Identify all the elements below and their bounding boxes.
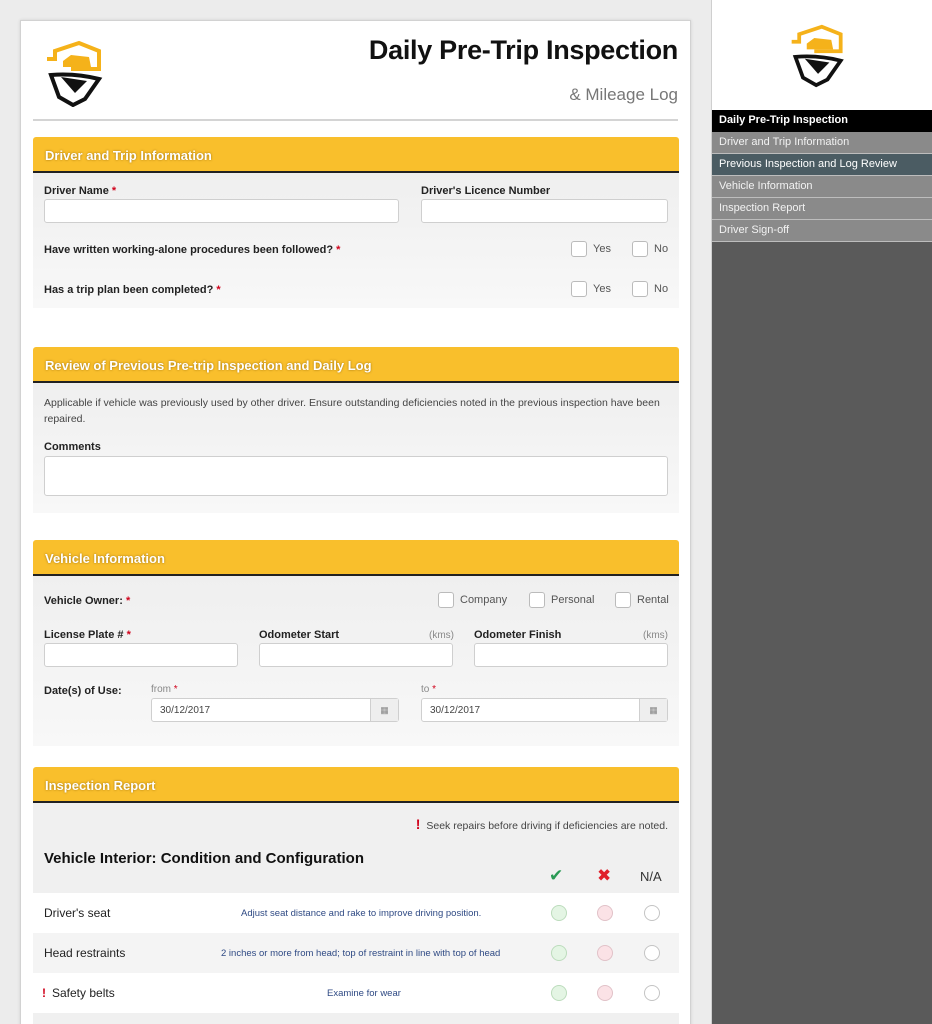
document-header <box>33 21 678 121</box>
na-radio[interactable] <box>644 945 660 961</box>
license-plate-label: License Plate # * <box>44 629 131 641</box>
na-radio[interactable] <box>644 905 660 921</box>
deficient-radio[interactable] <box>597 985 613 1001</box>
ok-radio[interactable] <box>551 905 567 921</box>
working-alone-yes[interactable]: Yes <box>571 241 611 257</box>
odometer-finish-input[interactable] <box>474 643 668 667</box>
odometer-start-unit: (kms) <box>429 630 454 641</box>
checkbox[interactable] <box>571 281 587 297</box>
calendar-icon[interactable]: ▦ <box>370 699 398 721</box>
table-row: Driver's seat Adjust seat distance and rake to improve driving position. <box>33 893 679 933</box>
owner-rental-option[interactable]: Rental <box>615 592 669 608</box>
date-from-input[interactable]: 30/12/2017 ▦ <box>151 698 399 722</box>
working-alone-question: Have written working-alone procedures been followed? * <box>44 244 341 256</box>
table-row: Head restraints 2 inches or more from head; top of restraint in line with top of head <box>33 933 679 973</box>
section-heading: Driver and Trip Information <box>33 137 679 173</box>
vehicle-owner-label: Vehicle Owner: * <box>44 595 131 607</box>
section-vehicle-info <box>33 540 679 746</box>
working-alone-no[interactable]: No <box>632 241 668 257</box>
critical-icon: ! <box>42 986 46 1000</box>
na-radio[interactable] <box>644 985 660 1001</box>
date-to-input[interactable]: 30/12/2017 ▦ <box>421 698 668 722</box>
document-subtitle: & Mileage Log <box>569 85 678 104</box>
section-heading: Review of Previous Pre-trip Inspection and Daily Log <box>33 347 679 383</box>
sidebar-item-vehicle-info[interactable]: Vehicle Information <box>712 176 932 198</box>
licence-number-label: Driver's Licence Number <box>421 185 551 197</box>
section-driver-trip <box>33 137 679 308</box>
checkbox[interactable] <box>632 241 648 257</box>
odometer-start-input[interactable] <box>259 643 453 667</box>
comments-label: Comments <box>44 441 101 453</box>
license-plate-input[interactable] <box>44 643 238 667</box>
odometer-finish-label: Odometer Finish <box>474 629 562 641</box>
check-icon: ✔ <box>549 866 564 885</box>
sidebar-item-driver-signoff[interactable]: Driver Sign-off <box>712 220 932 242</box>
owner-company-option[interactable]: Company <box>438 592 507 608</box>
ok-radio[interactable] <box>551 945 567 961</box>
checkbox[interactable] <box>632 281 648 297</box>
odometer-start-label: Odometer Start <box>259 629 340 641</box>
trip-plan-question: Has a trip plan been completed? * <box>44 284 221 296</box>
driver-name-input[interactable] <box>44 199 399 223</box>
driver-name-label: Driver Name * <box>44 185 117 197</box>
form-page <box>20 20 691 1024</box>
from-label: from * <box>151 684 178 695</box>
checkbox[interactable] <box>529 592 545 608</box>
repair-warning: ! Seek repairs before driving if deficiencies are noted. <box>415 816 668 832</box>
cross-icon: ✖ <box>597 866 612 885</box>
deficient-radio[interactable] <box>597 945 613 961</box>
trip-plan-no[interactable]: No <box>632 281 668 297</box>
to-label: to * <box>421 684 437 695</box>
owner-personal-option[interactable]: Personal <box>529 592 594 608</box>
licence-number-input[interactable] <box>421 199 668 223</box>
section-previous-review <box>33 347 679 513</box>
section-heading: Inspection Report <box>33 767 679 803</box>
review-help-text: Applicable if vehicle was previously used by other driver. Ensure outstanding deficiencies noted in the previous inspection have been repaired. <box>44 397 660 425</box>
table-row: ! Safety belts Examine for wear <box>33 973 679 1013</box>
trip-plan-yes[interactable]: Yes <box>571 281 611 297</box>
sidebar-item-previous-review[interactable]: Previous Inspection and Log Review <box>712 154 932 176</box>
sidebar-title[interactable]: Daily Pre-Trip Inspection <box>712 110 932 132</box>
sidebar-item-inspection-report[interactable]: Inspection Report <box>712 198 932 220</box>
shield-logo-icon <box>786 22 852 88</box>
ok-radio[interactable] <box>551 985 567 1001</box>
comments-textarea[interactable] <box>44 456 668 496</box>
checkbox[interactable] <box>615 592 631 608</box>
sidebar-item-driver-trip[interactable]: Driver and Trip Information <box>712 132 932 154</box>
dates-of-use-label: Date(s) of Use: <box>44 685 122 697</box>
shield-logo-icon <box>41 39 111 107</box>
document-title: Daily Pre-Trip Inspection <box>368 35 678 65</box>
section-heading: Vehicle Information <box>33 540 679 576</box>
group-title: Vehicle Interior: Condition and Configuration <box>44 850 364 867</box>
section-inspection-report <box>33 767 679 1024</box>
calendar-icon[interactable]: ▦ <box>639 699 667 721</box>
na-column-header: N/A <box>640 869 662 884</box>
deficient-radio[interactable] <box>597 905 613 921</box>
odometer-finish-unit: (kms) <box>643 630 668 641</box>
sidebar-nav <box>711 0 932 1024</box>
exclamation-icon: ! <box>415 816 421 832</box>
checkbox[interactable] <box>438 592 454 608</box>
checkbox[interactable] <box>571 241 587 257</box>
